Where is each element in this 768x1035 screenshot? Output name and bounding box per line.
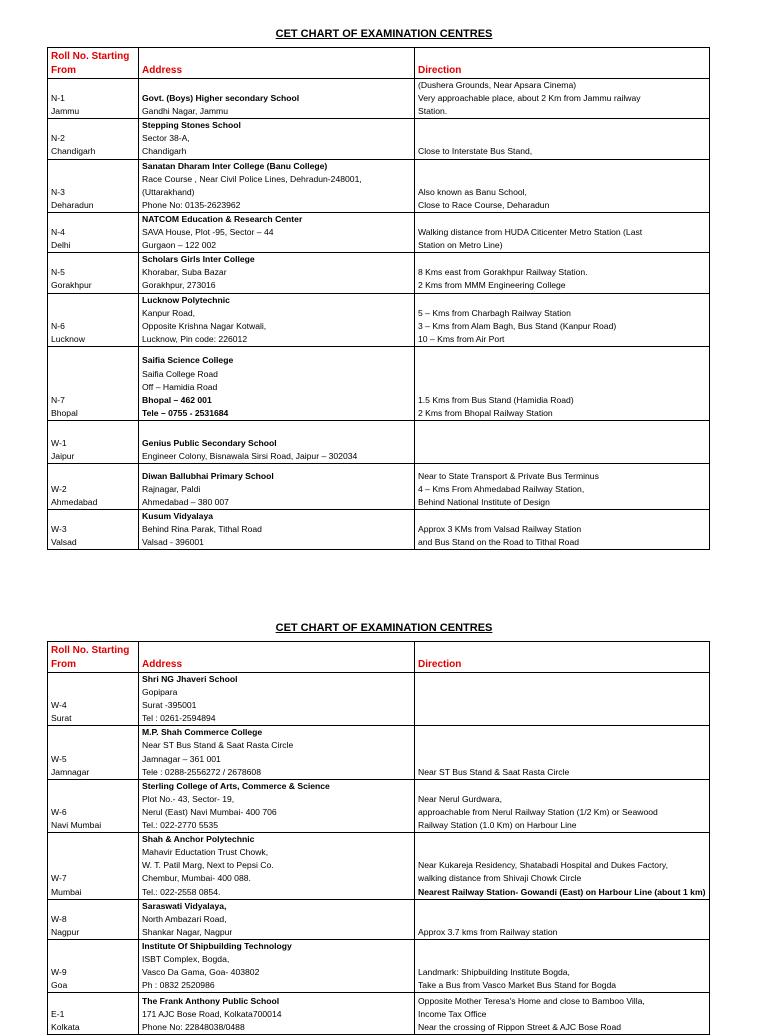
direction-cell: Near to State Transport & Private Bus Terminus 4 – Kms From Ahmedabad Railway Station, Behind National Institute of Design <box>415 463 710 509</box>
address-cell: Sterling College of Arts, Commerce & Science Plot No.- 43, Sector- 19, Nerul (East) Navi Mumbai- 400 706 Tel.: 022-2770 5535 <box>139 779 415 832</box>
table-row <box>48 253 710 293</box>
table-row <box>48 420 710 463</box>
table-row <box>48 833 710 899</box>
direction-cell: Close to Interstate Bus Stand, <box>415 119 710 159</box>
table-row <box>48 119 710 159</box>
table-row <box>48 993 710 1035</box>
address-cell: The Frank Anthony Public School 171 AJC Bose Road, Kolkata700014 Phone No: 22848038/0488 <box>139 993 415 1035</box>
roll-cell: N-6 Lucknow <box>48 293 139 346</box>
table-row <box>48 939 710 992</box>
address-cell: M.P. Shah Commerce College Near ST Bus Stand & Saat Rasta Circle Jamnagar – 361 001 Tele : 0288-2556272 / 2678608 <box>139 726 415 779</box>
roll-cell: N-4 Delhi <box>48 212 139 252</box>
direction-header: Direction <box>415 48 710 79</box>
centres-table <box>47 47 710 550</box>
roll-cell: W-1 Jaipur <box>48 420 139 463</box>
chart-title: CET CHART OF EXAMINATION CENTRES <box>275 28 493 40</box>
direction-cell: 5 – Kms from Charbagh Railway Station 3 – Kms from Alam Bagh, Bus Stand (Kanpur Road) 10 – Kms from Air Port <box>415 293 710 346</box>
roll-cell: N-7 Bhopal <box>48 346 139 420</box>
roll-cell: N-3 Deharadun <box>48 159 139 212</box>
direction-cell: Walking distance from HUDA Citicenter Metro Station (Last Station on Metro Line) <box>415 212 710 252</box>
roll-cell: W-7 Mumbai <box>48 833 139 899</box>
roll-cell: E-1 Kolkata <box>48 993 139 1035</box>
table-row <box>48 293 710 346</box>
roll-cell: W-3 Valsad <box>48 509 139 549</box>
direction-cell: Near Nerul Gurdwara, approachable from Nerul Railway Station (1/2 Km) or Seawood Railway Station (1.0 Km) on Harbour Line <box>415 779 710 832</box>
direction-cell: Approx 3.7 kms from Railway station <box>415 899 710 939</box>
direction-cell <box>415 420 710 463</box>
roll-cell: N-1 Jammu <box>48 79 139 119</box>
direction-cell: Landmark: Shipbuilding Institute Bogda, Take a Bus from Vasco Market Bus Stand for Bogda <box>415 939 710 992</box>
centres-table <box>47 641 710 1035</box>
address-header: Address <box>139 642 415 673</box>
address-cell: Sanatan Dharam Inter College (Banu College) Race Course , Near Civil Police Lines, Dehradun-248001, (Uttarakhand) Phone No: 0135-2623962 <box>139 159 415 212</box>
address-cell: Saifia Science College Saifia College Road Off – Hamidia Road Bhopal – 462 001 Tele – 0755 - 2531684 <box>139 346 415 420</box>
direction-cell: Near Kukareja Residency, Shatabadi Hospital and Dukes Factory, walking distance from Shivaji Chowk Circle Nearest Railway Station- Gowandi (East) on Harbour Line (about 1 km) <box>415 833 710 899</box>
table-row <box>48 463 710 509</box>
table-row <box>48 212 710 252</box>
roll-cell: W-4 Surat <box>48 673 139 726</box>
roll-cell: W-6 Navi Mumbai <box>48 779 139 832</box>
table-row <box>48 726 710 779</box>
table-row <box>48 159 710 212</box>
table-row <box>48 899 710 939</box>
address-cell: Govt. (Boys) Higher secondary School Gandhi Nagar, Jammu <box>139 79 415 119</box>
direction-cell: Opposite Mother Teresa's Home and close to Bamboo Villa, Income Tax Office Near the crossing of Rippon Street & AJC Bose Road <box>415 993 710 1035</box>
address-cell: Genius Public Secondary School Engineer Colony, Bisnawala Sirsi Road, Jaipur – 302034 <box>139 420 415 463</box>
table-row <box>48 346 710 420</box>
address-cell: Institute Of Shipbuilding Technology ISBT Complex, Bogda, Vasco Da Gama, Goa- 403802 Ph : 0832 2520986 <box>139 939 415 992</box>
address-cell: Lucknow Polytechnic Kanpur Road, Opposite Krishna Nagar Kotwali, Lucknow, Pin code: 226012 <box>139 293 415 346</box>
direction-header: Direction <box>415 642 710 673</box>
roll-no-header: Roll No. Starting From <box>48 48 139 79</box>
roll-cell: W-9 Goa <box>48 939 139 992</box>
address-cell: Scholars Girls Inter College Khorabar, Suba Bazar Gorakhpur, 273016 <box>139 253 415 293</box>
direction-cell: (Dushera Grounds, Near Apsara Cinema) Very approachable place, about 2 Km from Jammu railway Station. <box>415 79 710 119</box>
address-cell: Shah & Anchor Polytechnic Mahavir Eductation Trust Chowk, W. T. Patil Marg, Next to Pepsi Co. Chembur, Mumbai- 400 088. Tel.: 022-2558 0854. <box>139 833 415 899</box>
address-cell: NATCOM Education & Research Center SAVA House, Plot -95, Sector – 44 Gurgaon – 122 002 <box>139 212 415 252</box>
address-cell: Stepping Stones School Sector 38-A, Chandigarh <box>139 119 415 159</box>
table-row <box>48 79 710 119</box>
direction-cell: Near ST Bus Stand & Saat Rasta Circle <box>415 726 710 779</box>
roll-no-header: Roll No. Starting From <box>48 642 139 673</box>
table-row <box>48 779 710 832</box>
direction-cell <box>415 673 710 726</box>
direction-cell: 8 Kms east from Gorakhpur Railway Station. 2 Kms from MMM Engineering College <box>415 253 710 293</box>
chart-title: CET CHART OF EXAMINATION CENTRES <box>275 622 493 634</box>
table-row <box>48 673 710 726</box>
direction-cell: Approx 3 KMs from Valsad Railway Station and Bus Stand on the Road to Tithal Road <box>415 509 710 549</box>
table-row <box>48 509 710 549</box>
direction-cell: Also known as Banu School, Close to Race Course, Deharadun <box>415 159 710 212</box>
roll-cell: W-2 Ahmedabad <box>48 463 139 509</box>
address-cell: Diwan Ballubhai Primary School Rajnagar, Paldi Ahmedabad – 380 007 <box>139 463 415 509</box>
roll-cell: W-8 Nagpur <box>48 899 139 939</box>
table-header-row <box>48 642 710 673</box>
roll-cell: N-2 Chandigarh <box>48 119 139 159</box>
roll-cell: N-5 Gorakhpur <box>48 253 139 293</box>
address-cell: Shri NG Jhaveri School Gopipara Surat -395001 Tel : 0261-2594894 <box>139 673 415 726</box>
address-cell: Saraswati Vidyalaya, North Ambazari Road, Shankar Nagar, Nagpur <box>139 899 415 939</box>
direction-cell: 1.5 Kms from Bus Stand (Hamidia Road) 2 Kms from Bhopal Railway Station <box>415 346 710 420</box>
address-header: Address <box>139 48 415 79</box>
roll-cell: W-5 Jamnagar <box>48 726 139 779</box>
table-header-row <box>48 48 710 79</box>
address-cell: Kusum Vidyalaya Behind Rina Parak, Tithal Road Valsad - 396001 <box>139 509 415 549</box>
